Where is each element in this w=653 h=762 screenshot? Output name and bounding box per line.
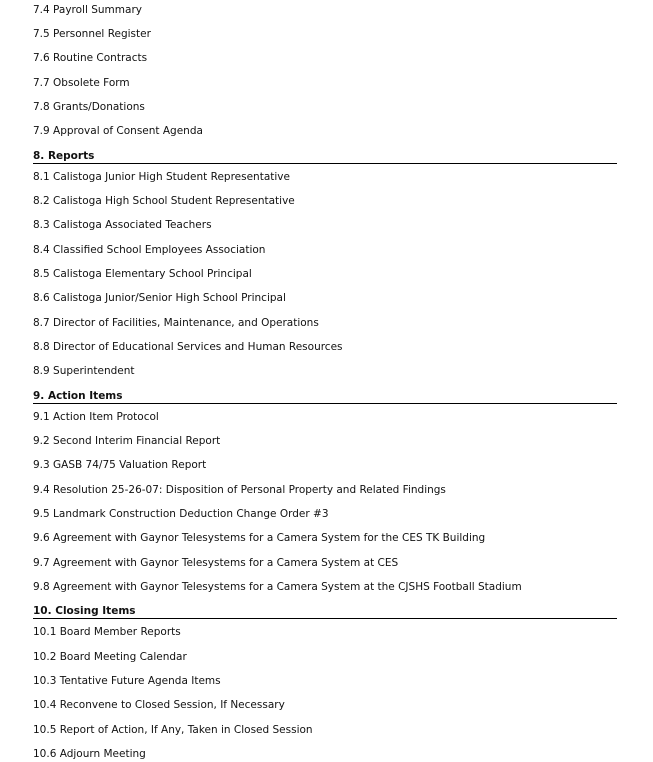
agenda-item-10-1[interactable]: [33, 626, 181, 639]
agenda-item-link[interactable]: 7.6 Routine Contracts: [33, 52, 148, 64]
agenda-item-9-8[interactable]: [33, 581, 522, 594]
agenda-item-8-9[interactable]: [33, 365, 135, 378]
agenda-item-7-9[interactable]: [33, 125, 203, 138]
agenda-item-link[interactable]: 9.5 Landmark Construction Deduction Change Order #3: [33, 508, 329, 520]
section-heading-reports: 8. Reports: [33, 150, 617, 164]
agenda-item-link[interactable]: 9.2 Second Interim Financial Report: [33, 435, 221, 447]
agenda-item-8-2[interactable]: [33, 195, 295, 208]
agenda-item-link[interactable]: 9.7 Agreement with Gaynor Telesystems for a Camera System at CES: [33, 557, 399, 569]
agenda-item-9-3[interactable]: [33, 459, 206, 472]
agenda-item-link[interactable]: 9.4 Resolution 25-26-07: Disposition of Personal Property and Related Findings: [33, 484, 446, 496]
agenda-item-7-7[interactable]: [33, 77, 130, 90]
agenda-item-8-5[interactable]: [33, 268, 252, 281]
agenda-item-8-6[interactable]: [33, 292, 286, 305]
agenda-item-link[interactable]: 8.8 Director of Educational Services and Human Resources: [33, 341, 343, 353]
agenda-item-10-2[interactable]: [33, 651, 187, 664]
agenda-item-link[interactable]: 8.3 Calistoga Associated Teachers: [33, 219, 212, 231]
agenda-item-link[interactable]: 9.3 GASB 74/75 Valuation Report: [33, 459, 207, 471]
section-heading-closing-items: 10. Closing Items: [33, 605, 617, 619]
agenda-item-link[interactable]: 8.9 Superintendent: [33, 365, 135, 377]
agenda-item-link[interactable]: 8.1 Calistoga Junior High Student Representative: [33, 171, 290, 183]
agenda-item-link[interactable]: 8.4 Classified School Employees Association: [33, 244, 266, 256]
agenda-item-link[interactable]: 7.7 Obsolete Form: [33, 77, 130, 89]
agenda-item-10-3[interactable]: [33, 675, 221, 688]
agenda-item-9-7[interactable]: [33, 557, 398, 570]
agenda-item-link[interactable]: 7.9 Approval of Consent Agenda: [33, 125, 203, 137]
agenda-item-8-3[interactable]: [33, 219, 212, 232]
agenda-item-link[interactable]: 9.6 Agreement with Gaynor Telesystems for a Camera System for the CES TK Building: [33, 532, 486, 544]
agenda-item-7-5[interactable]: [33, 28, 151, 41]
agenda-item-link[interactable]: 8.6 Calistoga Junior/Senior High School Principal: [33, 292, 286, 304]
agenda-item-10-6[interactable]: [33, 748, 146, 761]
agenda-item-link[interactable]: 9.8 Agreement with Gaynor Telesystems for a Camera System at the CJSHS Football Stadium: [33, 581, 522, 593]
agenda-item-8-1[interactable]: [33, 171, 290, 184]
agenda-item-7-6[interactable]: [33, 52, 147, 65]
agenda-item-8-7[interactable]: [33, 317, 319, 330]
agenda-item-10-5[interactable]: [33, 724, 313, 737]
agenda-item-link[interactable]: 10.5 Report of Action, If Any, Taken in Closed Session: [33, 724, 313, 736]
agenda-item-7-8[interactable]: [33, 101, 145, 114]
agenda-item-8-4[interactable]: [33, 244, 265, 257]
agenda-item-link[interactable]: 9.1 Action Item Protocol: [33, 411, 159, 423]
agenda-item-link[interactable]: 7.5 Personnel Register: [33, 28, 151, 40]
agenda-item-8-8[interactable]: [33, 341, 343, 354]
agenda-item-link[interactable]: 10.6 Adjourn Meeting: [33, 748, 146, 760]
agenda-item-link[interactable]: 10.3 Tentative Future Agenda Items: [33, 675, 221, 687]
section-heading-action-items: 9. Action Items: [33, 390, 617, 404]
agenda-item-link[interactable]: 7.8 Grants/Donations: [33, 101, 145, 113]
agenda-item-9-1[interactable]: [33, 411, 159, 424]
agenda-item-10-4[interactable]: [33, 699, 285, 712]
agenda-item-7-4[interactable]: [33, 4, 142, 17]
agenda-item-link[interactable]: 10.4 Reconvene to Closed Session, If Necessary: [33, 699, 285, 711]
agenda-item-9-6[interactable]: [33, 532, 485, 545]
agenda-item-9-4[interactable]: [33, 484, 446, 497]
agenda-item-link[interactable]: 8.2 Calistoga High School Student Representative: [33, 195, 295, 207]
agenda-item-9-2[interactable]: [33, 435, 220, 448]
agenda-item-link[interactable]: 8.7 Director of Facilities, Maintenance, and Operations: [33, 317, 319, 329]
agenda-item-link[interactable]: 10.1 Board Member Reports: [33, 626, 181, 638]
agenda-item-link[interactable]: 8.5 Calistoga Elementary School Principal: [33, 268, 252, 280]
agenda-item-link[interactable]: 10.2 Board Meeting Calendar: [33, 651, 187, 663]
agenda-item-link[interactable]: 7.4 Payroll Summary: [33, 4, 142, 16]
agenda-item-9-5[interactable]: [33, 508, 329, 521]
